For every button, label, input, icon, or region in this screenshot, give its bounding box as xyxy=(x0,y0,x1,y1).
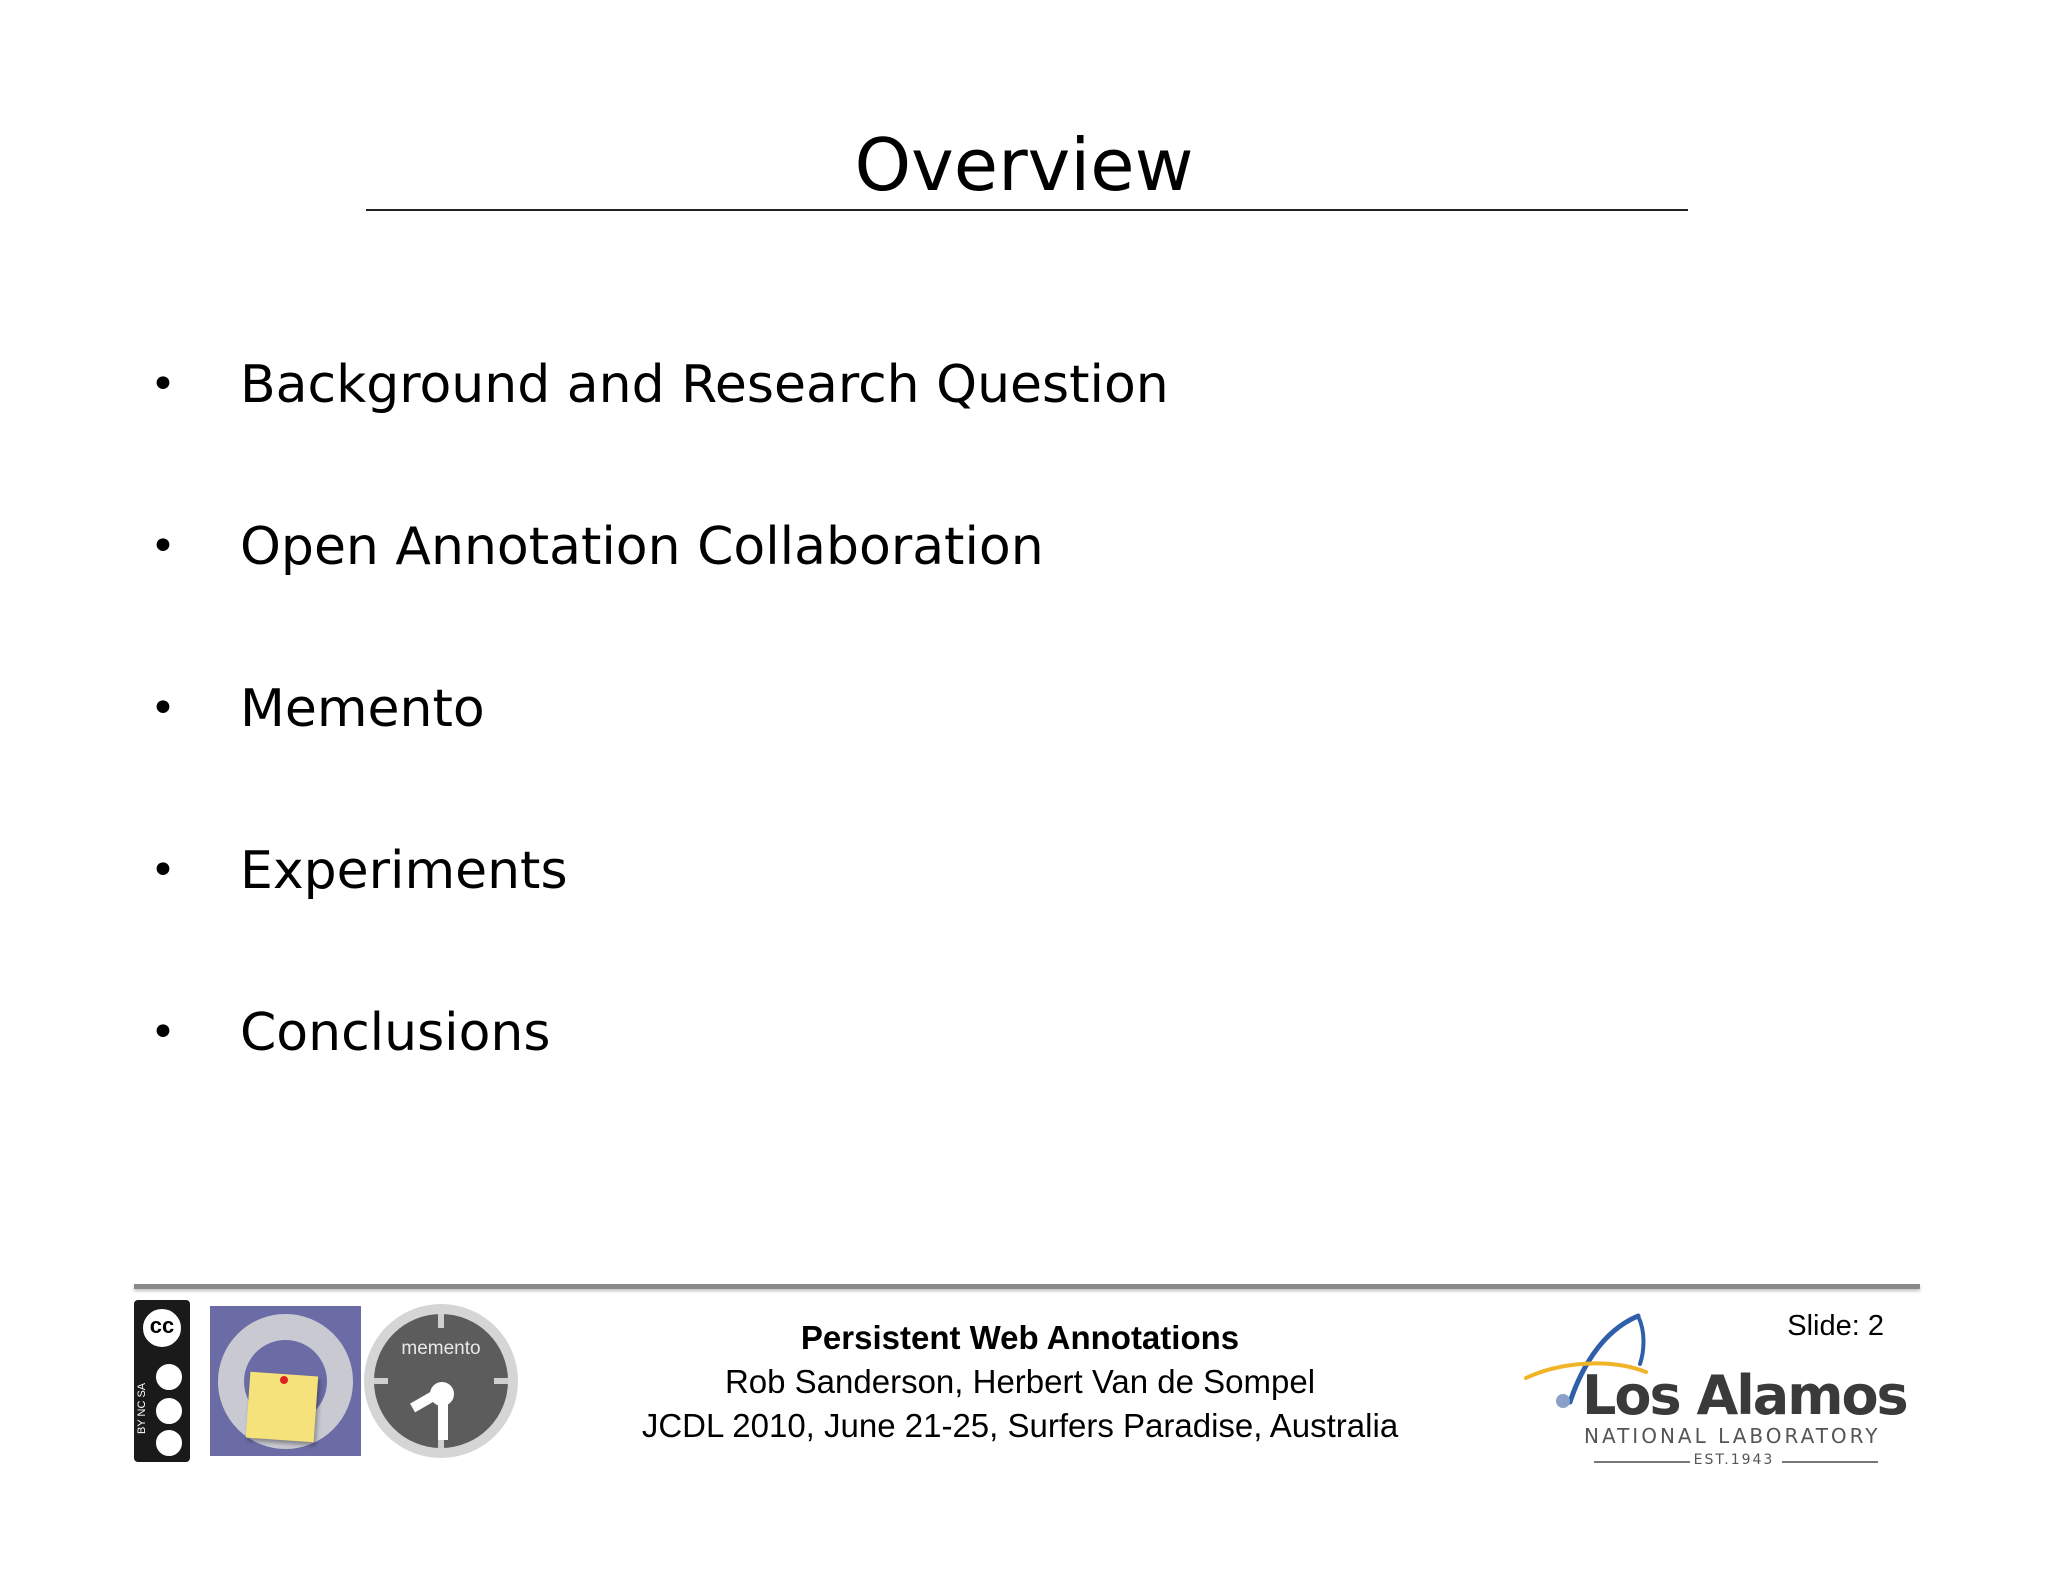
title-underline xyxy=(366,209,1688,211)
footer-info xyxy=(560,1316,1480,1448)
bullet-text: Memento xyxy=(240,679,485,739)
lab-subtitle: NATIONAL LABORATORY xyxy=(1584,1424,1881,1448)
lab-name: Los Alamos xyxy=(1582,1364,1907,1427)
bullet-icon: • xyxy=(150,683,176,734)
clock-tick xyxy=(374,1378,388,1384)
lab-established: EST.1943 xyxy=(1693,1452,1775,1468)
slide-number: Slide: 2 xyxy=(1787,1310,1884,1342)
footer-divider xyxy=(134,1284,1920,1289)
memento-clock-icon xyxy=(364,1304,518,1458)
presentation-title: Persistent Web Annotations xyxy=(800,1319,1240,1356)
attribution-icon xyxy=(154,1362,184,1392)
nucleus-dot xyxy=(1556,1394,1570,1408)
bullet-icon: • xyxy=(150,1007,176,1058)
bullet-text: Open Annotation Collaboration xyxy=(240,517,1044,577)
conference: JCDL 2010, June 21-25, Surfers Paradise, Australia xyxy=(641,1407,1399,1444)
bullet-text: Background and Research Question xyxy=(240,355,1169,415)
noncommercial-icon xyxy=(154,1396,184,1426)
bullet-text: Conclusions xyxy=(240,1003,551,1063)
bullet-icon: • xyxy=(150,845,176,896)
est-rule-right xyxy=(1782,1461,1878,1463)
annotation-note-icon xyxy=(210,1306,361,1456)
authors: Rob Sanderson, Herbert Van de Sompel xyxy=(724,1363,1316,1400)
clock-tick xyxy=(494,1378,508,1384)
memento-label: memento xyxy=(401,1338,481,1359)
bullet-icon: • xyxy=(150,359,176,410)
cc-license-text: BY NC SA xyxy=(136,1382,148,1434)
pin-icon xyxy=(280,1376,288,1384)
bullet-text: Experiments xyxy=(240,841,568,901)
creative-commons-icon xyxy=(134,1300,190,1462)
bullet-icon: • xyxy=(150,521,176,572)
clock-tick xyxy=(438,1314,444,1328)
clock-center xyxy=(430,1382,454,1406)
sharealike-icon xyxy=(154,1428,184,1458)
cc-circle-icon xyxy=(140,1306,184,1350)
slide-title: Overview xyxy=(854,123,1194,207)
